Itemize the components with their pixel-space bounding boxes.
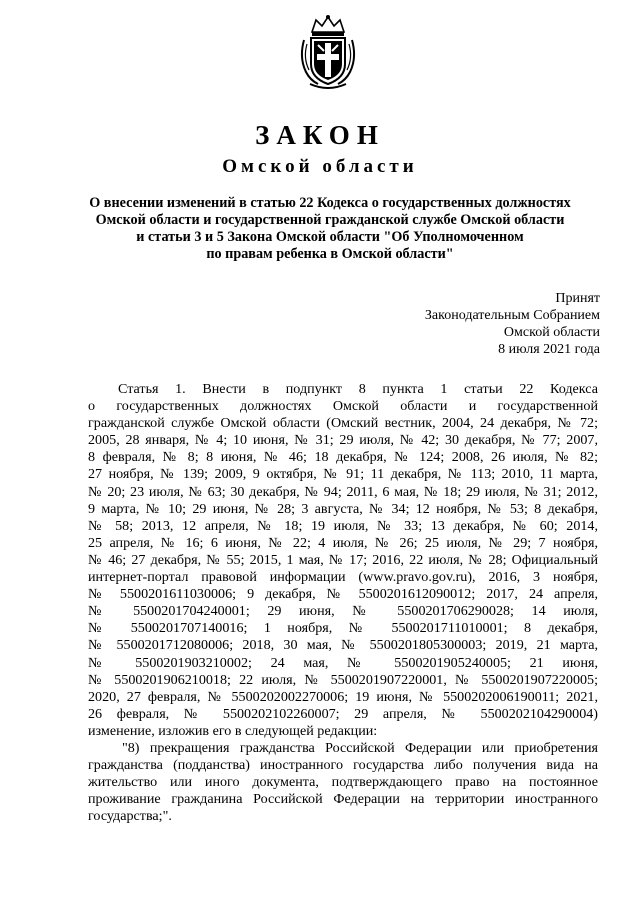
article-line: № 5500201704240001; 29 июня, № 5500201706290028; 14 июля,: [88, 603, 598, 620]
document-title: ЗАКОН: [255, 120, 385, 150]
coat-of-arms-icon: [298, 14, 358, 90]
adopted-by: Законодательным Собранием: [424, 308, 600, 323]
adopted-date: 8 июля 2021 года: [498, 342, 600, 357]
quote-line: гражданства (подданства) иностранного государства либо получения вида на: [88, 757, 598, 774]
article-line: № 5500201707140016; 1 ноября, № 5500201711010001; 8 декабря,: [88, 620, 598, 637]
article-line: № 5500201712080006; 2018, 30 мая, № 5500201805300003; 2019, 21 марта,: [88, 637, 598, 654]
article-line: № 5500201903210002; 24 мая, № 5500201905240005; 21 июня,: [88, 654, 598, 671]
adopted-label: Принят: [555, 291, 600, 306]
article-1: [88, 381, 598, 825]
article-line: о государственных должностях Омской области и государственной: [88, 398, 598, 415]
article-line: 9 марта, № 10; 29 июня, № 28; 3 августа, № 34; 12 ноября, № 53; 8 декабря,: [88, 500, 598, 517]
article-line: № 46; 27 декабря, № 55; 2015, 1 мая, № 17; 2016, 22 июля, № 28; Официальный: [88, 551, 598, 568]
quote-line: государства;".: [88, 808, 172, 825]
subject-line: по правам ребенка в Омской области": [206, 246, 454, 262]
quote-line: проживание гражданина Российской Федерации на территории иностранного: [88, 791, 598, 808]
article-line: № 58; 2013, 12 апреля, № 18; 19 июля, № 33; 13 декабря, № 60; 2014,: [88, 517, 598, 534]
article-line: 27 ноября, № 139; 2009, 9 октября, № 91; 11 декабря, № 113; 2010, 11 марта,: [88, 466, 598, 483]
article-line: 25 апреля, № 16; 6 июня, № 22; 4 июля, № 26; 25 июля, № 29; 7 ноября,: [88, 534, 598, 551]
article-line: № 20; 23 июля, № 63; 30 декабря, № 94; 2011, 6 мая, № 18; 29 июля, № 31; 2012,: [88, 483, 598, 500]
article-line: 26 февраля, № 5500202102260007; 29 апреля, № 5500202104290004): [88, 705, 598, 722]
adoption-block: [425, 290, 600, 358]
article-line: 2005, 28 января, № 4; 10 июня, № 31; 29 июля, № 42; 30 декабря, № 77; 2007,: [88, 432, 598, 449]
subject-line: О внесении изменений в статью 22 Кодекса о государственных должностях: [89, 195, 571, 211]
article-line: 2020, 27 февраля, № 5500202002270006; 19 июня, № 5500202006190011; 2021,: [88, 688, 598, 705]
article-line: 8 февраля, № 8; 8 июня, № 46; 18 декабря, № 124; 2008, 26 июля, № 82;: [88, 449, 598, 466]
article-line: интернет-портал правовой информации (www.pravo.gov.ru), 2016, 3 ноября,: [88, 569, 598, 586]
article-line: № 5500201611030006; 9 декабря, № 5500201612090012; 2017, 24 апреля,: [88, 586, 598, 603]
article-line: гражданской службе Омской области (Омский вестник, 2004, 24 декабря, № 72;: [88, 415, 598, 432]
article-line: № 5500201906210018; 22 июля, № 5500201907220001, № 5500201907220005;: [88, 671, 598, 688]
quote-line: жительство или иного документа, подтверждающего право на постоянное: [88, 774, 598, 791]
article-line: изменение, изложив его в следующей редакции:: [88, 722, 378, 739]
article-line: Статья 1. Внести в подпункт 8 пункта 1 статьи 22 Кодекса: [118, 381, 598, 397]
law-subject: [80, 195, 580, 263]
quote-line: "8) прекращения гражданства Российской Федерации или приобретения: [122, 739, 598, 756]
subject-line: Омской области и государственной гражданской службе Омской области: [95, 212, 565, 228]
adopted-region: Омской области: [503, 325, 600, 340]
subject-line: и статьи 3 и 5 Закона Омской области "Об Уполномоченном: [136, 229, 524, 245]
document-region: Омской области: [222, 156, 418, 177]
